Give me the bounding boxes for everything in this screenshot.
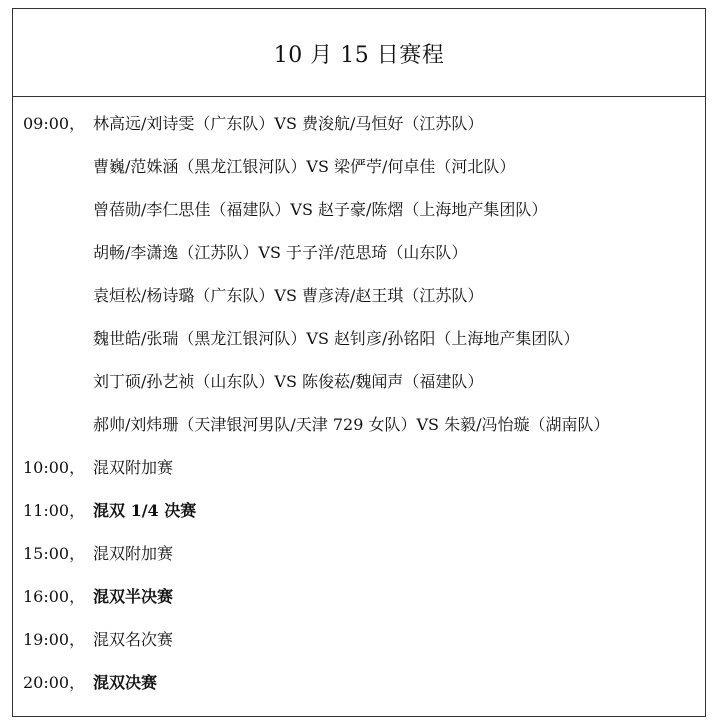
schedule-line [23, 544, 173, 564]
schedule-text: 混双附加赛 [93, 544, 174, 563]
schedule-line [23, 501, 196, 521]
schedule-text: 郝帅/刘炜珊（天津银河男队/天津 729 女队）VS 朱毅/冯怡璇（湖南队） [93, 415, 610, 434]
schedule-text: 胡畅/李潇逸（江苏队）VS 于子洋/范思琦（山东队） [93, 243, 468, 262]
schedule-text: 曾蓓勋/李仁思佳（福建队）VS 赵子豪/陈熠（上海地产集团队） [93, 200, 548, 219]
schedule-text: 袁烜松/杨诗璐（广东队）VS 曹彦涛/赵王琪（江苏队） [93, 286, 484, 305]
schedule-line [23, 673, 157, 693]
schedule-time [23, 372, 93, 392]
schedule-time [23, 243, 93, 263]
schedule-text: 混双 1/4 决赛 [93, 501, 197, 520]
schedule-time: 10:00， [23, 458, 86, 477]
schedule-time: 09:00， [23, 114, 86, 133]
schedule-time [23, 329, 93, 349]
schedule-time [23, 200, 93, 220]
schedule-table [12, 8, 706, 717]
schedule-text: 混双半决赛 [93, 587, 174, 606]
schedule-time: 19:00， [23, 630, 86, 649]
schedule-time: 15:00， [23, 544, 86, 563]
schedule-line [23, 286, 483, 306]
schedule-time: 11:00， [23, 501, 86, 520]
schedule-line [23, 200, 547, 220]
schedule-text: 林高远/刘诗雯（广东队）VS 费浚航/马恒好（江苏队） [93, 114, 484, 133]
title-row [13, 9, 705, 97]
schedule-time: 20:00， [23, 673, 86, 692]
schedule-time [23, 415, 93, 435]
schedule-line [23, 114, 483, 134]
page-title: 10 月 15 日赛程 [273, 43, 445, 68]
schedule-line [23, 587, 173, 607]
schedule-time [23, 157, 93, 177]
schedule-text: 曹巍/范姝涵（黑龙江银河队）VS 梁俨苧/何卓佳（河北队） [93, 157, 516, 176]
schedule-line [23, 372, 483, 392]
schedule-line [23, 243, 467, 263]
schedule-text: 混双附加赛 [93, 458, 174, 477]
schedule-line [23, 630, 173, 650]
schedule-text: 混双名次赛 [93, 630, 174, 649]
schedule-text: 魏世皓/张瑞（黑龙江银河队）VS 赵钊彦/孙铭阳（上海地产集团队） [93, 329, 580, 348]
schedule-time [23, 286, 93, 306]
schedule-line [23, 415, 610, 435]
schedule-line [23, 157, 515, 177]
schedule-text: 刘丁硕/孙艺祯（山东队）VS 陈俊菘/魏闻声（福建队） [93, 372, 484, 391]
schedule-text: 混双决赛 [93, 673, 158, 692]
schedule-line [23, 458, 173, 478]
schedule-line [23, 329, 579, 349]
schedule-time: 16:00， [23, 587, 86, 606]
